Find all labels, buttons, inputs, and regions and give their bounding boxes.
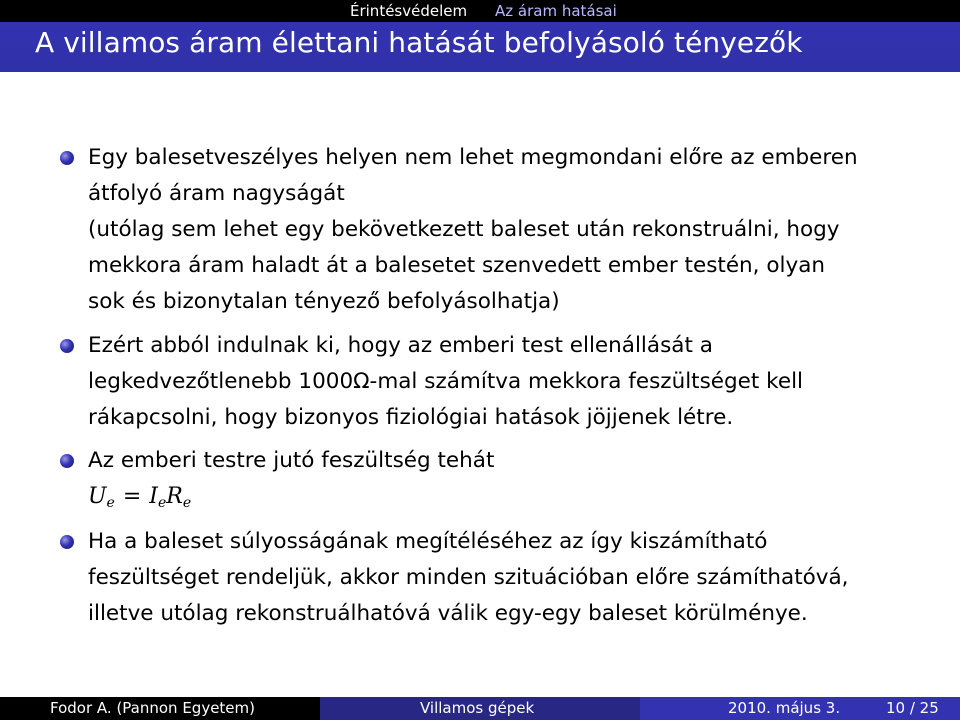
text-line: mekkora áram haladt át a balesetet szenvedett ember testén, olyan xyxy=(88,253,826,278)
text-line: feszültséget rendeljük, akkor minden szituációban előre számíthatóvá, xyxy=(88,565,849,590)
navigation-bar xyxy=(0,0,960,22)
text-line: (utólag sem lehet egy bekövetkezett baleset után rekonstruálni, hogy xyxy=(88,217,840,242)
text-line: átfolyó áram nagyságát xyxy=(88,181,345,206)
formula-resistance-subscript: e xyxy=(182,495,192,511)
text-line: Az emberi testre jutó feszültség tehát xyxy=(88,448,495,473)
footer-date-panel xyxy=(640,697,960,720)
bullet-icon xyxy=(60,454,74,468)
nav-section-link[interactable]: Érintésvédelem xyxy=(350,2,468,20)
text-line: rákapcsolni, hogy bizonyos fiziológiai hatások jöjjenek létre. xyxy=(88,405,734,430)
footer-author-panel xyxy=(0,697,320,720)
footer-bar xyxy=(0,697,960,720)
bullet-item-4 xyxy=(88,524,928,632)
bullet-item-2 xyxy=(88,328,928,436)
footer-title: Villamos gépek xyxy=(420,699,535,717)
formula-lhs: U xyxy=(88,484,107,509)
text-line: legkedvezőtlenebb 1000Ω-mal számítva mekkora feszültséget kell xyxy=(88,369,804,394)
footer-title-panel xyxy=(320,697,640,720)
footer-date: 2010. május 3. xyxy=(728,699,841,717)
formula-equals: = xyxy=(122,484,142,509)
text-line: illetve utólag rekonstruálhatóvá válik egy-egy baleset körülménye. xyxy=(88,601,808,626)
footer-author: Fodor A. (Pannon Egyetem) xyxy=(50,699,255,717)
bullet-item-3 xyxy=(88,443,928,479)
text-line: Ezért abból indulnak ki, hogy az emberi test ellenállását a xyxy=(88,333,713,358)
formula-current-subscript: e xyxy=(157,495,167,511)
formula-current: I xyxy=(149,484,158,509)
frame-title: A villamos áram élettani hatását befolyásoló tényezők xyxy=(35,26,803,59)
formula-lhs-subscript: e xyxy=(106,495,115,511)
bullet-icon xyxy=(60,151,74,165)
bullet-item-1 xyxy=(88,140,928,320)
nav-subsection-link[interactable]: Az áram hatásai xyxy=(495,2,617,20)
formula-resistance: R xyxy=(166,484,183,509)
frame-title-bar xyxy=(0,22,960,72)
text-line: Ha a baleset súlyosságának megítéléséhez az így kiszámítható xyxy=(88,529,768,554)
bullet-icon xyxy=(60,339,74,353)
bullet-icon xyxy=(60,535,74,549)
text-line: sok és bizonytalan tényező befolyásolhatja) xyxy=(88,289,560,314)
text-line: Egy balesetveszélyes helyen nem lehet megmondani előre az emberen xyxy=(88,145,858,170)
page-number: 10 / 25 xyxy=(886,699,939,717)
voltage-formula xyxy=(88,479,191,521)
